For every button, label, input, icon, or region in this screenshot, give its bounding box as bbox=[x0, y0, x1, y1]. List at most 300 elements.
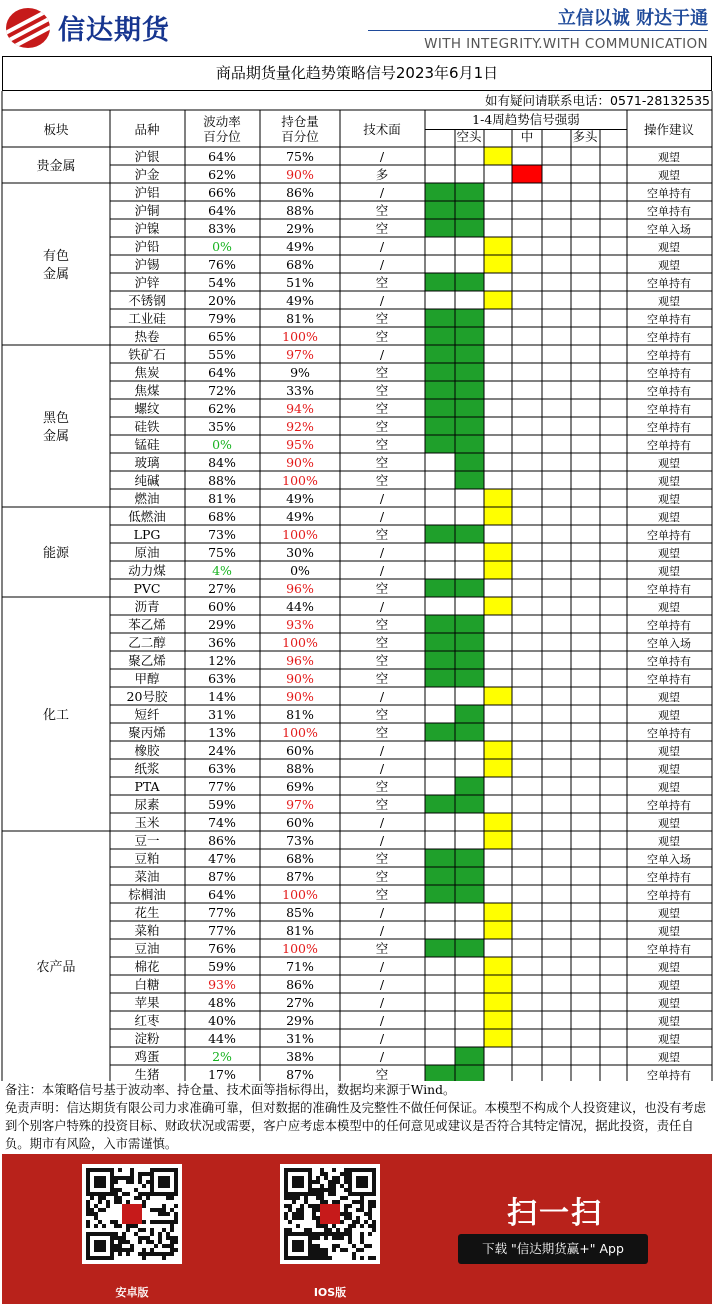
volatility-value: 20% bbox=[208, 293, 236, 308]
advice-value: 空单入场 bbox=[647, 223, 691, 236]
signal-cell bbox=[425, 1065, 455, 1081]
product-name: 锰硅 bbox=[134, 437, 160, 452]
technical-value: 空 bbox=[375, 527, 389, 542]
technical-value: / bbox=[379, 761, 385, 776]
technical-value: / bbox=[379, 509, 385, 524]
technical-value: / bbox=[379, 1031, 385, 1046]
technical-value: 空 bbox=[375, 311, 389, 326]
technical-value: 空 bbox=[375, 617, 389, 632]
product-name: 沪铅 bbox=[134, 239, 160, 254]
volatility-value: 0% bbox=[212, 239, 232, 254]
technical-value: 空 bbox=[375, 329, 389, 344]
advice-value: 观望 bbox=[658, 835, 680, 848]
technical-value: 空 bbox=[375, 581, 389, 596]
advice-value: 空单持有 bbox=[647, 799, 691, 812]
open-interest-value: 88% bbox=[286, 761, 314, 776]
signal-cell bbox=[455, 273, 484, 291]
volatility-value: 77% bbox=[208, 923, 236, 938]
volatility-value: 59% bbox=[208, 797, 236, 812]
technical-value: / bbox=[379, 815, 385, 830]
advice-value: 空单持有 bbox=[647, 385, 691, 398]
product-name: 橡胶 bbox=[134, 743, 160, 758]
advice-value: 观望 bbox=[658, 151, 680, 164]
product-name: 沪锡 bbox=[134, 257, 160, 272]
product-name: 沪镍 bbox=[134, 221, 160, 236]
header-signal-mid: 中 bbox=[520, 129, 534, 144]
advice-value: 观望 bbox=[658, 925, 680, 938]
slogan: 立信以诚 财达于通 bbox=[557, 8, 708, 29]
open-interest-value: 100% bbox=[282, 527, 318, 542]
technical-value: / bbox=[379, 689, 385, 704]
open-interest-value: 81% bbox=[286, 311, 314, 326]
open-interest-value: 33% bbox=[286, 383, 314, 398]
download-app-button[interactable]: 下载 "信达期货赢+" App bbox=[458, 1234, 648, 1264]
product-name: 苹果 bbox=[134, 995, 160, 1010]
signal-cell bbox=[484, 597, 512, 615]
android-qr-code bbox=[82, 1164, 182, 1264]
volatility-value: 17% bbox=[208, 1067, 236, 1081]
signal-cell bbox=[484, 147, 512, 165]
ios-label: IOS版 bbox=[313, 1286, 347, 1299]
signal-cell bbox=[455, 579, 484, 597]
advice-value: 观望 bbox=[658, 997, 680, 1010]
product-name: 沪锌 bbox=[134, 275, 160, 290]
signal-cell bbox=[425, 795, 455, 813]
open-interest-value: 97% bbox=[286, 797, 314, 812]
product-name: 不锈钢 bbox=[128, 293, 166, 308]
technical-value: 空 bbox=[375, 275, 389, 290]
volatility-value: 62% bbox=[208, 167, 236, 182]
technical-value: 空 bbox=[375, 653, 389, 668]
product-name: 纸浆 bbox=[134, 761, 160, 776]
volatility-value: 48% bbox=[208, 995, 236, 1010]
header-signal-long: 多头 bbox=[572, 129, 598, 144]
volatility-value: 66% bbox=[208, 185, 236, 200]
product-name: 焦煤 bbox=[134, 383, 160, 398]
signal-cell bbox=[484, 561, 512, 579]
signal-cell bbox=[425, 399, 455, 417]
signal-cell bbox=[425, 525, 455, 543]
signal-cell bbox=[484, 1011, 512, 1029]
product-name: 玻璃 bbox=[134, 455, 160, 470]
volatility-value: 84% bbox=[208, 455, 236, 470]
signal-cell bbox=[484, 543, 512, 561]
technical-value: 空 bbox=[375, 401, 389, 416]
volatility-value: 0% bbox=[212, 437, 232, 452]
technical-value: / bbox=[379, 599, 385, 614]
volatility-value: 65% bbox=[208, 329, 236, 344]
volatility-value: 64% bbox=[208, 203, 236, 218]
signal-cell bbox=[484, 741, 512, 759]
technical-value: 空 bbox=[375, 221, 389, 236]
product-name: 棉花 bbox=[134, 959, 160, 974]
signal-cell bbox=[484, 921, 512, 939]
notes bbox=[2, 1081, 712, 1153]
sector-label: 农产品 bbox=[36, 960, 76, 975]
open-interest-value: 92% bbox=[286, 419, 314, 434]
volatility-value: 76% bbox=[208, 941, 236, 956]
signal-cell bbox=[484, 237, 512, 255]
signal-cell bbox=[425, 435, 455, 453]
volatility-value: 13% bbox=[208, 725, 236, 740]
advice-value: 空单持有 bbox=[647, 889, 691, 902]
signal-cell bbox=[484, 993, 512, 1011]
volatility-value: 12% bbox=[208, 653, 236, 668]
product-name: 红枣 bbox=[134, 1013, 160, 1028]
signal-cell bbox=[455, 345, 484, 363]
product-name: 铁矿石 bbox=[128, 347, 166, 362]
advice-value: 观望 bbox=[658, 979, 680, 992]
signal-cell bbox=[425, 363, 455, 381]
sector-label: 金属 bbox=[42, 267, 70, 282]
header-open-interest-sub: 百分位 bbox=[281, 129, 319, 144]
advice-value: 观望 bbox=[658, 745, 680, 758]
signal-cell bbox=[425, 633, 455, 651]
product-name: 沪银 bbox=[134, 149, 160, 164]
signal-cell bbox=[425, 273, 455, 291]
volatility-value: 75% bbox=[208, 545, 236, 560]
header-open-interest: 持仓量 bbox=[281, 114, 319, 129]
technical-value: 空 bbox=[375, 671, 389, 686]
product-name: 聚丙烯 bbox=[128, 725, 166, 740]
advice-value: 观望 bbox=[658, 241, 680, 254]
open-interest-value: 86% bbox=[286, 977, 314, 992]
volatility-value: 79% bbox=[208, 311, 236, 326]
signal-cell bbox=[425, 669, 455, 687]
header-signal: 1-4周趋势信号强弱 bbox=[472, 112, 580, 127]
header-product: 品种 bbox=[134, 122, 160, 137]
advice-value: 观望 bbox=[658, 547, 680, 560]
open-interest-value: 90% bbox=[286, 167, 314, 182]
signal-cell bbox=[425, 417, 455, 435]
volatility-value: 60% bbox=[208, 599, 236, 614]
signal-cell bbox=[425, 723, 455, 741]
signal-cell bbox=[425, 201, 455, 219]
signal-cell bbox=[455, 435, 484, 453]
open-interest-value: 88% bbox=[286, 203, 314, 218]
signal-cell bbox=[484, 489, 512, 507]
technical-value: / bbox=[379, 743, 385, 758]
signal-cell bbox=[425, 867, 455, 885]
advice-value: 空单入场 bbox=[647, 637, 691, 650]
advice-value: 观望 bbox=[658, 961, 680, 974]
technical-value: 空 bbox=[375, 473, 389, 488]
footer-banner bbox=[2, 1154, 712, 1304]
signal-cell bbox=[484, 957, 512, 975]
advice-value: 观望 bbox=[658, 295, 680, 308]
volatility-value: 68% bbox=[208, 509, 236, 524]
product-name: 工业硅 bbox=[128, 311, 166, 326]
product-name: 沪铜 bbox=[134, 203, 160, 218]
page-title: 商品期货量化趋势策略信号2023年6月1日 bbox=[2, 56, 712, 91]
signal-cell bbox=[484, 255, 512, 273]
volatility-value: 64% bbox=[208, 365, 236, 380]
volatility-value: 81% bbox=[208, 491, 236, 506]
open-interest-value: 68% bbox=[286, 257, 314, 272]
product-name: 玉米 bbox=[134, 815, 160, 830]
signal-cell bbox=[484, 1029, 512, 1047]
technical-value: / bbox=[379, 1049, 385, 1064]
open-interest-value: 60% bbox=[286, 815, 314, 830]
signal-cell bbox=[425, 615, 455, 633]
open-interest-value: 69% bbox=[286, 779, 314, 794]
technical-value: / bbox=[379, 545, 385, 560]
product-name: 淀粉 bbox=[134, 1031, 160, 1046]
sector-label: 化工 bbox=[42, 708, 70, 723]
volatility-value: 35% bbox=[208, 419, 236, 434]
technical-value: 空 bbox=[375, 455, 389, 470]
signal-cell bbox=[425, 579, 455, 597]
contact-phone: 如有疑问请联系电话：0571-28132535 bbox=[485, 93, 710, 108]
open-interest-value: 100% bbox=[282, 473, 318, 488]
technical-value: / bbox=[379, 977, 385, 992]
signal-cell bbox=[455, 381, 484, 399]
volatility-value: 14% bbox=[208, 689, 236, 704]
signal-cell bbox=[455, 939, 484, 957]
advice-value: 空单持有 bbox=[647, 871, 691, 884]
product-name: 低燃油 bbox=[128, 509, 166, 524]
open-interest-value: 86% bbox=[286, 185, 314, 200]
volatility-value: 54% bbox=[208, 275, 236, 290]
volatility-value: 44% bbox=[208, 1031, 236, 1046]
product-name: 20号胶 bbox=[126, 689, 168, 704]
advice-value: 观望 bbox=[658, 781, 680, 794]
signal-cell bbox=[455, 219, 484, 237]
technical-value: / bbox=[379, 995, 385, 1010]
signal-cell bbox=[455, 849, 484, 867]
product-name: 螺纹 bbox=[134, 401, 160, 416]
volatility-value: 29% bbox=[208, 617, 236, 632]
product-name: 豆油 bbox=[134, 941, 160, 956]
product-name: 花生 bbox=[134, 905, 160, 920]
technical-value: 空 bbox=[375, 419, 389, 434]
signal-cell bbox=[455, 471, 484, 489]
open-interest-value: 85% bbox=[286, 905, 314, 920]
open-interest-value: 49% bbox=[286, 509, 314, 524]
header-volatility: 波动率 bbox=[203, 114, 241, 129]
technical-value: / bbox=[379, 257, 385, 272]
header-volatility-sub: 百分位 bbox=[203, 129, 241, 144]
product-name: 豆粕 bbox=[134, 851, 160, 866]
open-interest-value: 60% bbox=[286, 743, 314, 758]
volatility-value: 93% bbox=[208, 977, 236, 992]
technical-value: / bbox=[379, 491, 385, 506]
volatility-value: 64% bbox=[208, 887, 236, 902]
volatility-value: 74% bbox=[208, 815, 236, 830]
signal-cell bbox=[455, 525, 484, 543]
advice-value: 空单持有 bbox=[647, 421, 691, 434]
signal-cell bbox=[455, 669, 484, 687]
open-interest-value: 81% bbox=[286, 923, 314, 938]
advice-value: 观望 bbox=[658, 475, 680, 488]
open-interest-value: 38% bbox=[286, 1049, 314, 1064]
technical-value: / bbox=[379, 1013, 385, 1028]
product-name: 沥青 bbox=[134, 599, 160, 614]
signal-cell bbox=[455, 795, 484, 813]
advice-value: 空单持有 bbox=[647, 331, 691, 344]
advice-value: 空单持有 bbox=[647, 205, 691, 218]
volatility-value: 76% bbox=[208, 257, 236, 272]
sector-label: 金属 bbox=[42, 429, 70, 444]
open-interest-value: 90% bbox=[286, 689, 314, 704]
product-name: 动力煤 bbox=[128, 563, 166, 578]
open-interest-value: 100% bbox=[282, 329, 318, 344]
signal-cell bbox=[455, 183, 484, 201]
android-label: 安卓版 bbox=[115, 1286, 149, 1299]
open-interest-value: 100% bbox=[282, 941, 318, 956]
scan-text: 扫一扫 bbox=[507, 1196, 603, 1231]
technical-value: 空 bbox=[375, 797, 389, 812]
header-signal-short: 空头 bbox=[456, 129, 482, 144]
advice-value: 空单持有 bbox=[647, 583, 691, 596]
advice-value: 空单持有 bbox=[647, 619, 691, 632]
signal-cell bbox=[455, 723, 484, 741]
signal-cell bbox=[484, 687, 512, 705]
advice-value: 观望 bbox=[658, 1051, 680, 1064]
volatility-value: 36% bbox=[208, 635, 236, 650]
slogan-english: WITH INTEGRITY.WITH COMMUNICATION bbox=[424, 36, 708, 52]
advice-value: 观望 bbox=[658, 907, 680, 920]
open-interest-value: 93% bbox=[286, 617, 314, 632]
volatility-value: 63% bbox=[208, 761, 236, 776]
open-interest-value: 49% bbox=[286, 491, 314, 506]
advice-value: 空单持有 bbox=[647, 187, 691, 200]
open-interest-value: 0% bbox=[290, 563, 310, 578]
open-interest-value: 95% bbox=[286, 437, 314, 452]
technical-value: 空 bbox=[375, 437, 389, 452]
sector-label: 能源 bbox=[42, 546, 70, 561]
remark-text: 备注：本策略信号基于波动率、持仓量、技术面等指标得出，数据均来源于Wind。 bbox=[5, 1083, 456, 1097]
technical-value: 空 bbox=[375, 887, 389, 902]
volatility-value: 64% bbox=[208, 149, 236, 164]
advice-value: 空单入场 bbox=[647, 853, 691, 866]
volatility-value: 2% bbox=[212, 1049, 232, 1064]
technical-value: / bbox=[379, 347, 385, 362]
signal-cell bbox=[484, 291, 512, 309]
open-interest-value: 29% bbox=[286, 221, 314, 236]
technical-value: 多 bbox=[375, 167, 389, 182]
signal-cell bbox=[455, 651, 484, 669]
technical-value: 空 bbox=[375, 707, 389, 722]
technical-value: 空 bbox=[375, 725, 389, 740]
signal-cell bbox=[425, 651, 455, 669]
advice-value: 空单持有 bbox=[647, 367, 691, 380]
open-interest-value: 49% bbox=[286, 239, 314, 254]
signal-cell bbox=[425, 849, 455, 867]
volatility-value: 31% bbox=[208, 707, 236, 722]
product-name: 纯碱 bbox=[134, 473, 160, 488]
sector-label: 有色 bbox=[42, 249, 70, 264]
advice-value: 观望 bbox=[658, 817, 680, 830]
technical-value: / bbox=[379, 563, 385, 578]
open-interest-value: 71% bbox=[286, 959, 314, 974]
advice-value: 观望 bbox=[658, 169, 680, 182]
advice-value: 观望 bbox=[658, 1015, 680, 1028]
signal-cell bbox=[455, 363, 484, 381]
signal-cell bbox=[455, 777, 484, 795]
technical-value: / bbox=[379, 905, 385, 920]
open-interest-value: 87% bbox=[286, 1067, 314, 1081]
advice-value: 观望 bbox=[658, 511, 680, 524]
signal-cell bbox=[484, 975, 512, 993]
advice-value: 空单持有 bbox=[647, 439, 691, 452]
advice-value: 观望 bbox=[658, 709, 680, 722]
technical-value: / bbox=[379, 293, 385, 308]
open-interest-value: 29% bbox=[286, 1013, 314, 1028]
technical-value: / bbox=[379, 959, 385, 974]
advice-value: 空单持有 bbox=[647, 655, 691, 668]
technical-value: 空 bbox=[375, 635, 389, 650]
product-name: 棕榈油 bbox=[128, 887, 166, 902]
technical-value: 空 bbox=[375, 203, 389, 218]
product-name: 生猪 bbox=[134, 1067, 160, 1081]
product-name: 短纤 bbox=[134, 707, 160, 722]
volatility-value: 47% bbox=[208, 851, 236, 866]
product-name: 燃油 bbox=[134, 491, 160, 506]
product-name: PTA bbox=[134, 779, 160, 794]
signal-cell bbox=[484, 759, 512, 777]
signal-cell bbox=[455, 615, 484, 633]
advice-value: 空单持有 bbox=[647, 277, 691, 290]
product-name: 热卷 bbox=[134, 329, 160, 344]
product-name: 白糖 bbox=[134, 977, 160, 992]
volatility-value: 55% bbox=[208, 347, 236, 362]
signal-cell bbox=[455, 1047, 484, 1065]
volatility-value: 4% bbox=[212, 563, 232, 578]
advice-value: 空单持有 bbox=[647, 313, 691, 326]
volatility-value: 77% bbox=[208, 779, 236, 794]
advice-value: 空单持有 bbox=[647, 403, 691, 416]
technical-value: 空 bbox=[375, 851, 389, 866]
technical-value: / bbox=[379, 239, 385, 254]
open-interest-value: 96% bbox=[286, 653, 314, 668]
brand-name: 信达期货 bbox=[58, 15, 170, 46]
signal-cell bbox=[455, 885, 484, 903]
product-name: 菜粕 bbox=[134, 923, 160, 938]
technical-value: 空 bbox=[375, 1067, 389, 1081]
volatility-value: 88% bbox=[208, 473, 236, 488]
signal-cell bbox=[484, 507, 512, 525]
advice-value: 空单持有 bbox=[647, 529, 691, 542]
advice-value: 空单持有 bbox=[647, 349, 691, 362]
volatility-value: 86% bbox=[208, 833, 236, 848]
volatility-value: 83% bbox=[208, 221, 236, 236]
advice-value: 空单持有 bbox=[647, 943, 691, 956]
advice-value: 空单持有 bbox=[647, 1069, 691, 1081]
open-interest-value: 100% bbox=[282, 887, 318, 902]
open-interest-value: 44% bbox=[286, 599, 314, 614]
open-interest-value: 9% bbox=[290, 365, 310, 380]
signal-cell bbox=[425, 327, 455, 345]
signal-cell bbox=[425, 939, 455, 957]
signal-cell bbox=[425, 345, 455, 363]
header-technical: 技术面 bbox=[363, 122, 401, 137]
advice-value: 空单持有 bbox=[647, 673, 691, 686]
product-name: 聚乙烯 bbox=[128, 653, 166, 668]
technical-value: 空 bbox=[375, 869, 389, 884]
open-interest-value: 27% bbox=[286, 995, 314, 1010]
open-interest-value: 75% bbox=[286, 149, 314, 164]
volatility-value: 63% bbox=[208, 671, 236, 686]
technical-value: 空 bbox=[375, 383, 389, 398]
sector-label: 黑色 bbox=[42, 411, 70, 426]
open-interest-value: 73% bbox=[286, 833, 314, 848]
product-name: 焦炭 bbox=[134, 365, 160, 380]
signal-cell bbox=[455, 399, 484, 417]
technical-value: / bbox=[379, 149, 385, 164]
open-interest-value: 100% bbox=[282, 725, 318, 740]
volatility-value: 77% bbox=[208, 905, 236, 920]
